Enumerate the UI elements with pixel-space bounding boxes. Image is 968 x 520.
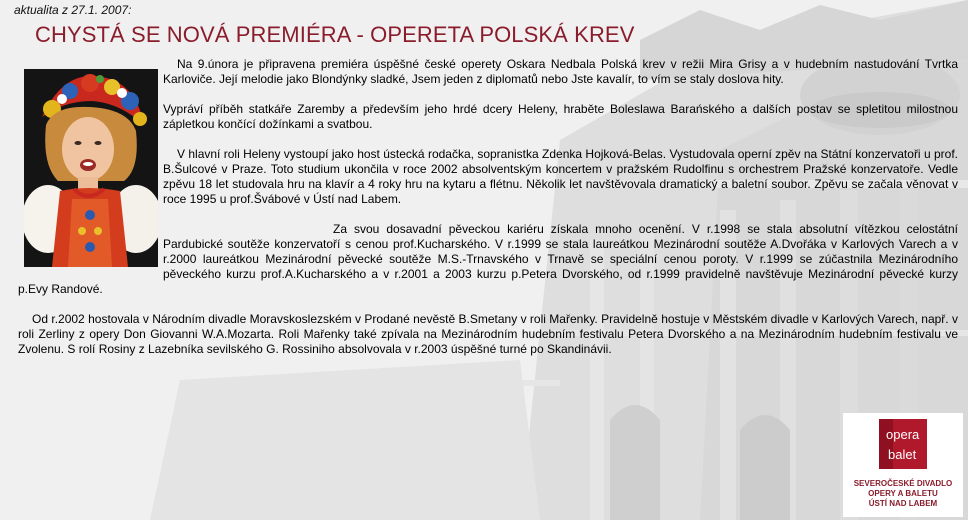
paragraph-3: V hlavní roli Heleny vystoupí jako host ústecká rodačka, sopranistka Zdenka Hojková-Belas. Vystudovala operní zpěv na Státní konzervatoři u prof. B.Šulcové v Praze. Toto studium ukončila v roce 2002 absolventským koncertem v pražském Rudolfinu s orchestrem Pražské konzervatoře. Vedle zpěvu 18 let studovala hru na klavír a 4 roky hru na kytaru a flétnu. Několik let navštěvovala dramatický a baletní soubor. Zpěvu se začala věnovat v roce 1995 u prof.Švábové v Ústí nad Labem. bbox=[163, 147, 958, 206]
logo-name-line3: ÚSTÍ NAD LABEM bbox=[868, 499, 938, 508]
photo-spacer bbox=[18, 57, 163, 269]
update-date: aktualita z 27.1. 2007: bbox=[14, 3, 132, 17]
article-headline: CHYSTÁ SE NOVÁ PREMIÉRA - OPERETA POLSKÁ KREV bbox=[35, 22, 635, 47]
theatre-logo bbox=[843, 413, 963, 517]
logo-name-line1: SEVEROČESKÉ DIVADLO bbox=[853, 479, 953, 488]
logo-name-line2: OPERY A BALETU bbox=[868, 489, 938, 498]
logo-mark-line2: balet bbox=[888, 447, 917, 462]
paragraph-2: Vypráví příběh statkáře Zaremby a především jeho hrdé dcery Heleny, hraběte Boleslawa Barańského a dalších postav se spletitou milostnou zápletkou končící dožínkami a svatbou. bbox=[163, 102, 958, 131]
paragraph-5: Od r.2002 hostovala v Národním divadle Moravskoslezském v Prodané nevěstě B.Smetany v roli Mařenky. Pravidelně hostuje v Městském divadle v Karlových Varech, např. v roli Zerliny z opery Don Giovanni W.A.Mozarta. Roli Mařenky také zpívala na Mezinárodním hudebním festivalu Petera Dvorského a na Mezinárodním hudebním festivalu ve Zvolenu. S rolí Rosiny z Lazebníka sevilského G. Rossiniho absolvovala v r.2003 úspěšné turné po Skandinávii. bbox=[18, 312, 958, 356]
paragraph-4: Za svou dosavadní pěveckou kariéru získala mnoho ocenění. V r.1998 se stala absolutní vítězkou celostátní Pardubické soutěže konzervatoří s cenou prof.Kucharského. V r.1999 se stala laureátkou Mezinárodní soutěže A.Dvořáka v Karlových Varech a v r.2000 laureátkou Mezinárodní pěvecké soutěže M.S.-Trnavského v Trnavě se speciální cenou poroty. V r.1999 se zúčastnila Mezinárodního pěveckého kurzu prof.A.Kucharského a v r.2001 a 2003 kurzu p.Petera Dvorského, od r.1999 pravidelně navštěvuje Mezinárodní pěvecké kurzy p.Evy Randové. bbox=[18, 222, 958, 296]
paragraph-1: Na 9.února je připravena premiéra úspěšné české operety Oskara Nedbala Polská krev v režii Mira Grisy a v hudebním nastudování Tvrtka Karloviče. Její melodie jako Blondýnky sladké, Jsem jeden z diplomatů nebo Jste kavalír, to vím se staly doslova hity. bbox=[163, 57, 958, 86]
article-body bbox=[18, 57, 958, 357]
opera-balet-logo-icon bbox=[879, 419, 927, 469]
logo-mark-line1: opera bbox=[886, 427, 920, 442]
